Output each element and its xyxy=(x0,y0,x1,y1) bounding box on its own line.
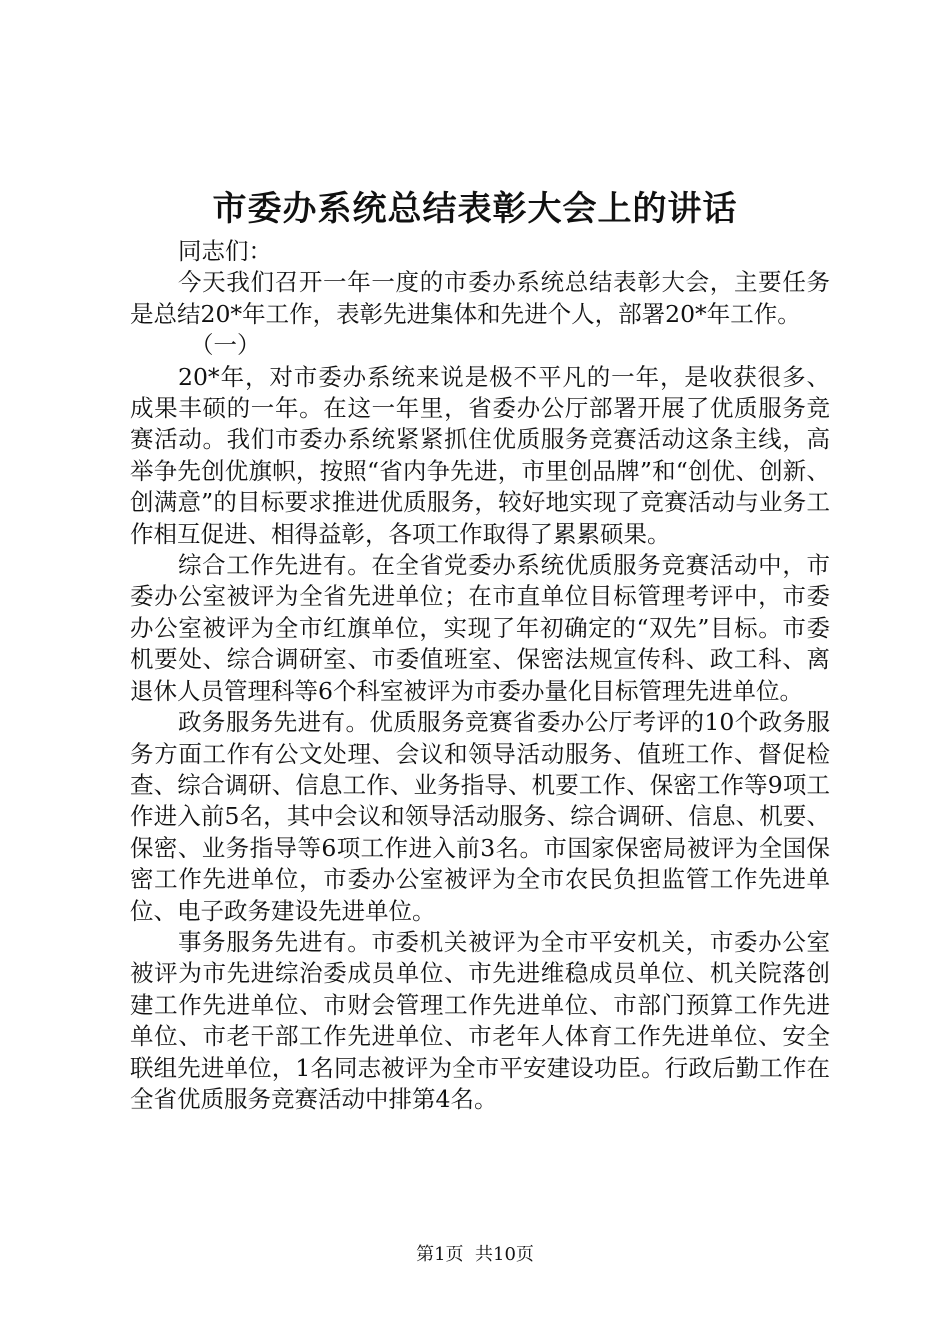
summary-paragraph: 20*年，对市委办系统来说是极不平凡的一年，是收获很多、成果丰硕的一年。在这一年里，省委办公厅部署开展了优质服务竞赛活动。我们市委办系统紧紧抓住优质服务竞赛活动这条主线，高举争先创优旗帜，按照“省内争先进，市里创品牌”和“创优、创新、创满意”的目标要求推进优质服务，较好地实现了竞赛活动与业务工作相互促进、相得益彰，各项工作取得了累累硕果。 xyxy=(130,362,830,548)
government-service-paragraph: 政务服务先进有。优质服务竞赛省委办公厅考评的10个政务服务方面工作有公文处理、会议和领导活动服务、值班工作、督促检查、综合调研、信息工作、业务指导、机要工作、保密工作等9项工作进入前5名，其中会议和领导活动服务、综合调研、信息、机要、保密、业务指导等6项工作进入前3名。市国家保密局被评为全国保密工作先进单位，市委办公室被评为全市农民负担监管工作先进单位、电子政务建设先进单位。 xyxy=(130,708,830,925)
comprehensive-work-paragraph: 综合工作先进有。在全省党委办系统优质服务竞赛活动中，市委办公室被评为全省先进单位；在市直单位目标管理考评中，市委办公室被评为全市红旗单位，实现了年初确定的“双先”目标。市委机要处、综合调研室、市委值班室、保密法规宣传科、政工科、离退休人员管理科等6个科室被评为市委办量化目标管理先进单位。 xyxy=(130,551,830,705)
document-body xyxy=(130,236,830,1115)
section-heading: （一） xyxy=(190,331,261,360)
affairs-service-paragraph: 事务服务先进有。市委机关被评为全市平安机关，市委办公室被评为市先进综治委成员单位、市先进维稳成员单位、机关院落创建工作先进单位、市财会管理工作先进单位、市部门预算工作先进单位、市老干部工作先进单位、市老年人体育工作先进单位、安全联组先进单位，1名同志被评为全市平安建设功臣。行政后勤工作在全省优质服务竞赛活动中排第4名。 xyxy=(130,927,830,1113)
salutation-paragraph: 同志们： xyxy=(178,237,272,265)
document-title: 市委办系统总结表彰大会上的讲话 xyxy=(212,189,738,229)
intro-paragraph: 今天我们召开一年一度的市委办系统总结表彰大会，主要任务是总结20*年工作，表彰先进集体和先进个人，部署20*年工作。 xyxy=(130,268,830,328)
page-number-footer: 第1页 共10页 xyxy=(416,1244,534,1265)
